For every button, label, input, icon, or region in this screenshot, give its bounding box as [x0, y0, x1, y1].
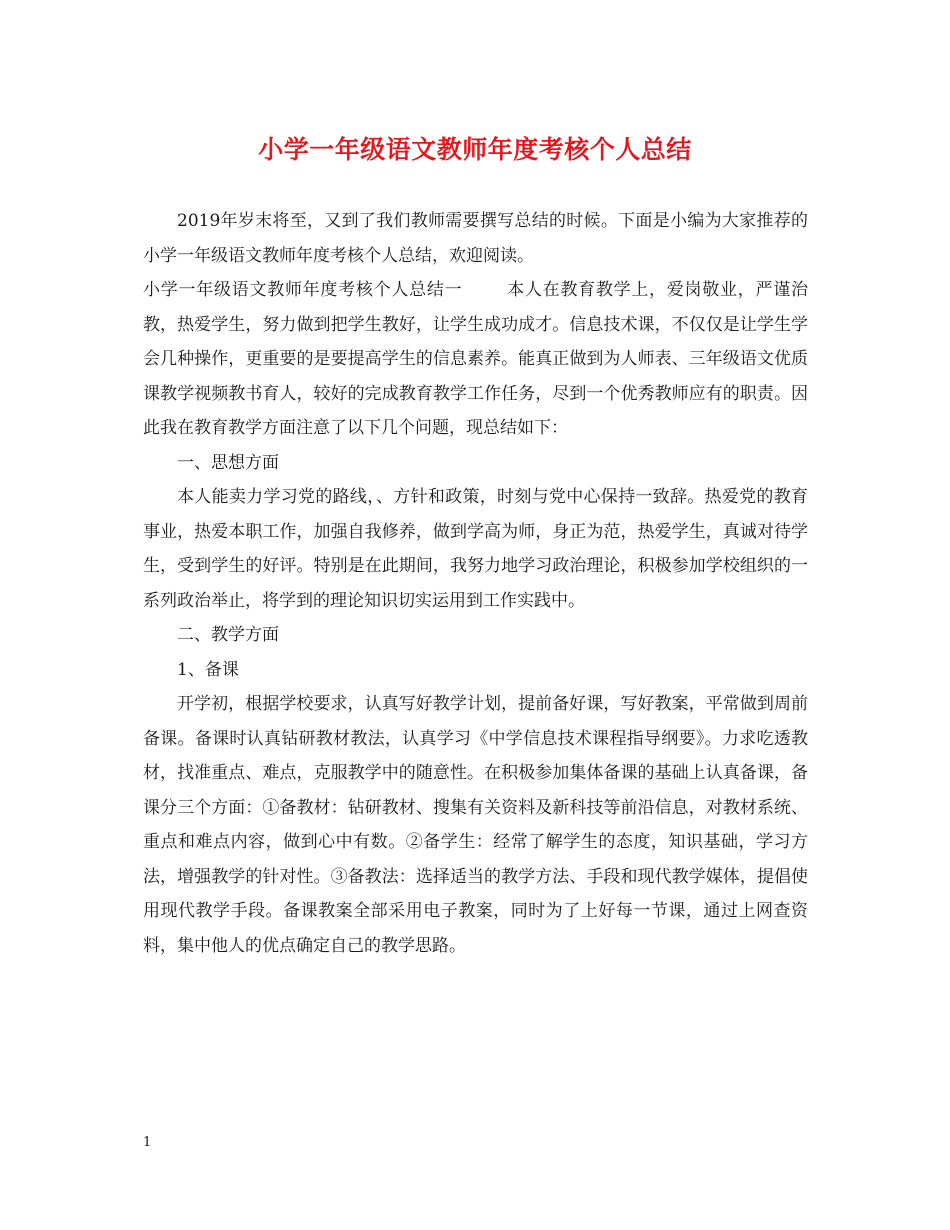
lesson-prep-paragraph: 开学初，根据学校要求，认真写好教学计划，提前备好课，写好教案，平常做到周前备课。备课时认真钻研教材教法，认真学习《中学信息技术课程指导纲要》。力求吃透教材，找准重点、难点，克服教学中的随意性。在积极参加集体备课的基础上认真备课，备课分三个方面：①备教材：钻研教材、搜集有关资料及新科技等前沿信息，对教材系统、重点和难点内容，做到心中有数。②备学生：经常了解学生的态度，知识基础，学习方法，增强教学的针对性。③备教法：选择适当的教学方法、手段和现代教学媒体，提倡使用现代教学手段。备课教案全部采用电子教案，同时为了上好每一节课，通过上网查资料，集中他人的优点确定自己的教学思路。 — [143, 694, 808, 956]
summary-one-paragraph — [143, 273, 808, 446]
summary-one-text: 本人在教育教学上，爱岗敬业，严谨治教，热爱学生，努力做到把学生教好，让学生成功成才。信息技术课，不仅仅是让学生学会几种操作，更重要的是要提高学生的信息素养。能真正做到为人师表、三年级语文优质课教学视频教书育人，较好的完成教育教学工作任务，尽到一个优秀教师应有的职责。因此我在教育教学方面注意了以下几个问题，现总结如下： — [143, 280, 809, 438]
intro-paragraph: 2019年岁末将至，又到了我们教师需要撰写总结的时候。下面是小编为大家推荐的小学一年级语文教师年度考核个人总结，欢迎阅读。 — [143, 211, 808, 266]
section-heading-teaching: 二、教学方面 — [177, 625, 279, 645]
summary-one-heading: 小学一年级语文教师年度考核个人总结一 — [143, 280, 463, 300]
section-heading-thought: 一、思想方面 — [177, 452, 279, 473]
document-title: 小学一年级语文教师年度考核个人总结 — [258, 135, 692, 164]
subsection-heading-lesson-prep: 1、备课 — [177, 659, 239, 680]
thought-paragraph: 本人能卖力学习党的路线，、方针和政策，时刻与党中心保持一致辞。热爱党的教育事业，热爱本职工作，加强自我修养，做到学高为师，身正为范，热爱学生，真诚对待学生，受到学生的好评。特别是在此期间，我努力地学习政治理论，积极参加学校组织的一系列政治举止，将学到的理论知识切实运用到工作实践中。 — [143, 487, 808, 611]
page-number: 1 — [143, 1135, 152, 1150]
document-body — [143, 204, 808, 963]
